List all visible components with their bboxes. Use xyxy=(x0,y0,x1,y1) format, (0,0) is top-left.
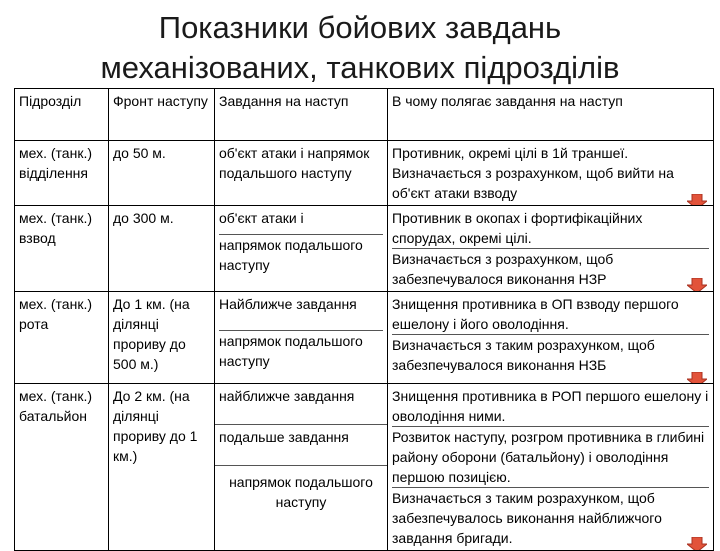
unit-cell: мех. (танк.) рота xyxy=(15,292,109,384)
task-text: об'єкт атаки і xyxy=(219,210,304,226)
title-line-1: Показники бойових завдань xyxy=(158,10,562,45)
down-arrow-icon xyxy=(687,537,707,551)
slide-title xyxy=(0,8,720,88)
table-row xyxy=(15,292,714,384)
task-cell xyxy=(215,206,388,292)
unit-cell: мех. (танк.) відділення xyxy=(15,141,109,206)
essence-text: Визначається з розрахунком, щоб забезпечувалося виконання НЗР xyxy=(392,248,709,289)
task-cell xyxy=(215,384,388,551)
front-cell: До 1 км. (на ділянці прориву до 500 м.) xyxy=(109,292,215,384)
task-cell: об'єкт атаки і напрямок подальшого наступу xyxy=(215,141,388,206)
essence-text: Визначається з таким розрахунком, щоб забезпечувалось виконання найближчого завдання бригади. xyxy=(392,487,709,548)
essence-text: Визначається з розрахунком, щоб вийти на об'єкт атаки взводу xyxy=(392,165,674,201)
table-row xyxy=(15,206,714,292)
essence-cell xyxy=(388,384,714,551)
table-row xyxy=(15,384,714,551)
table-row xyxy=(15,141,714,206)
task-text: найближче завдання xyxy=(219,388,355,404)
essence-text: Противник в окопах і фортифікаційних спорудах, окремі цілі. xyxy=(392,210,643,246)
header-front: Фронт наступу xyxy=(109,89,215,141)
essence-cell xyxy=(388,206,714,292)
header-essence: В чому полягає завдання на наступ xyxy=(388,89,714,141)
task-text: Найближче завдання xyxy=(219,296,357,312)
down-arrow-icon xyxy=(687,278,707,292)
task-text: напрямок подальшого наступу xyxy=(219,330,383,371)
header-unit: Підрозділ xyxy=(15,89,109,141)
task-text: напрямок подальшого наступу xyxy=(219,234,383,275)
header-row xyxy=(15,89,714,141)
essence-text: Знищення противника в ОП взводу першого ешелону і його оволодіння. xyxy=(392,296,679,332)
front-cell: до 50 м. xyxy=(109,141,215,206)
down-arrow-icon xyxy=(687,194,707,206)
essence-cell xyxy=(388,292,714,384)
down-arrow-icon xyxy=(687,372,707,384)
task-text: напрямок подальшого наступу xyxy=(215,465,387,512)
essence-text: Розвиток наступу, розгром противника в глибині району оборони (батальйону) і оволодіння першою позицією. xyxy=(392,426,709,487)
essence-text: Знищення противника в РОП першого ешелону і оволодіння ними. xyxy=(392,388,709,424)
front-cell: До 2 км. (на ділянці прориву до 1 км.) xyxy=(109,384,215,551)
unit-cell: мех. (танк.) батальйон xyxy=(15,384,109,551)
header-tasks: Завдання на наступ xyxy=(215,89,388,141)
essence-text: Визначається з таким розрахунком, щоб забезпечувалося виконання НЗБ xyxy=(392,334,709,375)
task-text: подальше завдання xyxy=(215,424,387,465)
essence-cell xyxy=(388,141,714,206)
title-line-2: механізованих, танкових підрозділів xyxy=(100,50,620,85)
essence-text: Противник, окремі цілі в 1й траншеї. xyxy=(392,145,629,161)
task-cell xyxy=(215,292,388,384)
front-cell: до 300 м. xyxy=(109,206,215,292)
tasks-table xyxy=(14,88,714,551)
unit-cell: мех. (танк.) взвод xyxy=(15,206,109,292)
